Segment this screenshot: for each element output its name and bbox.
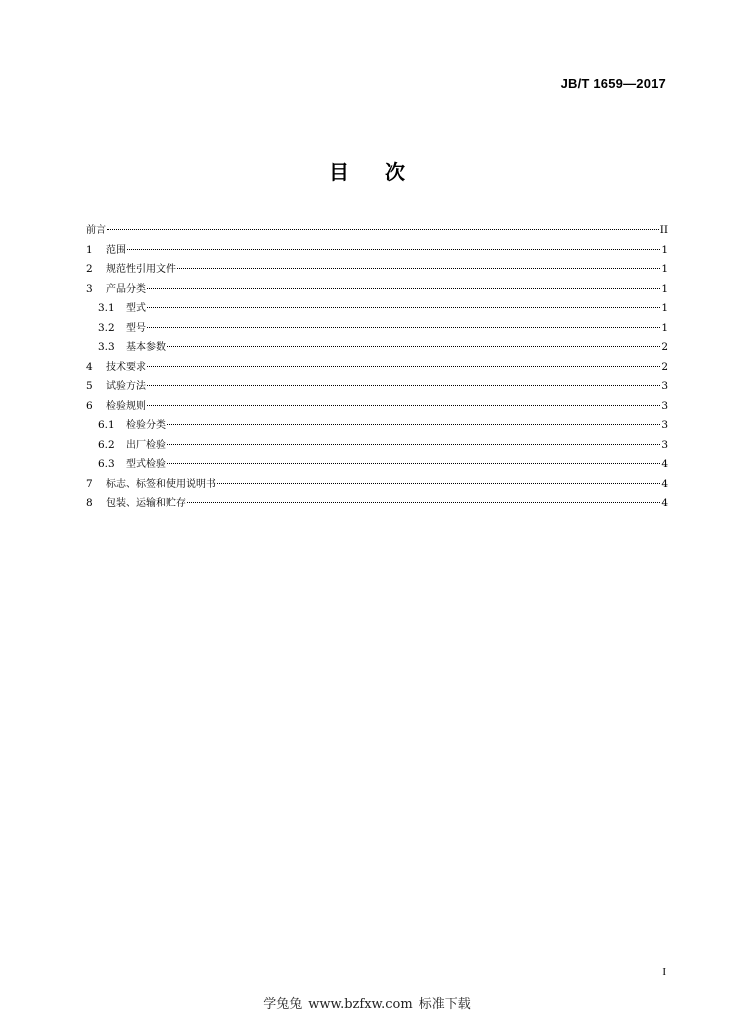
toc-dot-leader	[167, 334, 660, 347]
footer-url[interactable]: www.bzfxw.com	[308, 997, 413, 1012]
standard-code: JB/T 1659—2017	[560, 76, 666, 91]
toc-entry-label: 出厂检验	[126, 439, 166, 451]
toc-entry-page: 4	[661, 458, 668, 470]
toc-title-char-2: 次	[385, 160, 405, 184]
toc-entry-number: 3.1	[98, 302, 115, 314]
toc-dot-leader	[167, 412, 660, 425]
toc-dot-leader	[147, 393, 660, 406]
toc-entry-label: 规范性引用文件	[106, 264, 176, 275]
footer-site-name: 学兔兔	[263, 997, 303, 1012]
toc-dot-leader	[167, 451, 660, 464]
toc-dot-leader	[177, 256, 660, 269]
toc-entry-page: 2	[661, 341, 668, 353]
toc-entry-number: 8	[86, 497, 93, 509]
toc-dot-leader	[147, 354, 660, 367]
toc-entry-page: II	[659, 224, 668, 236]
toc-dot-leader	[167, 432, 660, 445]
toc-entry-label: 标志、标签和使用说明书	[106, 478, 216, 490]
toc-entry-label: 基本参数	[126, 342, 166, 353]
toc-entry-number: 5	[86, 380, 93, 392]
page-number: I	[662, 966, 666, 978]
toc-entry-number: 1	[86, 243, 93, 256]
toc-dot-leader	[147, 295, 660, 308]
toc-entry-label: 检验分类	[126, 420, 166, 431]
toc-entry-label: 型号	[126, 322, 146, 334]
toc-entry-number: 3.3	[98, 341, 115, 353]
toc-entry-number: 7	[86, 477, 93, 490]
toc-entry-page: 1	[661, 302, 668, 314]
footer-tagline: 标准下载	[418, 997, 471, 1012]
toc-dot-leader	[147, 315, 660, 328]
toc-entry-page: 1	[661, 282, 668, 295]
toc-entry-label: 技术要求	[106, 361, 146, 373]
toc-entry[interactable]	[86, 493, 668, 513]
toc-entry-page: 1	[661, 321, 668, 334]
toc-entry-page: 4	[661, 477, 668, 490]
toc-dot-leader	[217, 471, 660, 484]
toc-entry-number: 6	[86, 399, 93, 412]
toc-entry-number: 6.3	[98, 458, 115, 470]
footer-watermark	[0, 993, 734, 1012]
toc-entry-number: 6.2	[98, 438, 115, 451]
toc-entry-label: 包装、运输和贮存	[106, 498, 186, 509]
toc-entry-number: 3.2	[98, 321, 115, 334]
toc-entry-page: 4	[661, 497, 668, 509]
toc-entry-number: 3	[86, 282, 93, 295]
toc-entry-label: 产品分类	[106, 283, 146, 295]
toc-dot-leader	[147, 373, 660, 386]
toc-entry-page: 1	[661, 243, 668, 256]
toc-dot-leader	[187, 490, 660, 503]
toc-entry-label: 型式检验	[126, 459, 166, 470]
toc-entry-number: 2	[86, 263, 93, 275]
toc-title-char-1: 目	[329, 160, 349, 184]
toc-entry-page: 3	[661, 380, 668, 392]
toc-title	[0, 156, 734, 185]
toc-entry-page: 3	[661, 419, 668, 431]
toc-dot-leader	[127, 237, 660, 250]
toc-entry-page: 3	[661, 438, 668, 451]
toc-entry-label: 范围	[106, 244, 126, 256]
toc-entry-label: 前言	[86, 225, 106, 236]
toc-entry-page: 1	[661, 263, 668, 275]
toc-entry-label: 检验规则	[106, 400, 146, 412]
toc-dot-leader	[147, 276, 660, 289]
table-of-contents	[86, 220, 668, 513]
toc-entry-label: 型式	[126, 303, 146, 314]
toc-dot-leader	[107, 217, 659, 230]
toc-entry-number: 4	[86, 360, 93, 373]
toc-entry-page: 3	[661, 399, 668, 412]
toc-entry-page: 2	[661, 360, 668, 373]
toc-entry-label: 试验方法	[106, 381, 146, 392]
toc-entry-number: 6.1	[98, 419, 115, 431]
